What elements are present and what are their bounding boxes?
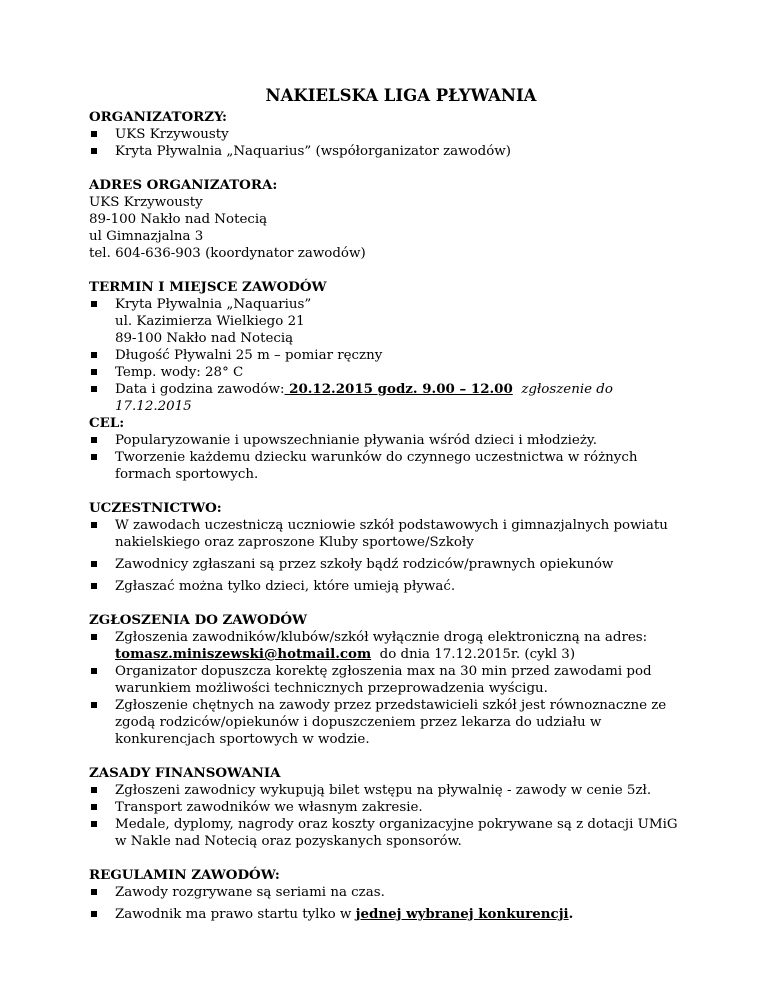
square-bullet-icon	[91, 561, 97, 567]
section-heading: CEL:	[89, 415, 125, 431]
section-heading: ORGANIZATORZY:	[89, 109, 227, 125]
square-bullet-icon	[91, 804, 97, 810]
square-bullet-icon	[91, 352, 97, 358]
square-bullet-icon	[91, 131, 97, 137]
goal-list	[89, 432, 689, 483]
square-bullet-icon	[91, 301, 97, 307]
list-item: Zawodnicy zgłaszani są przez szkoły bądź rodziców/prawnych opiekunów	[89, 556, 689, 573]
section-finance	[89, 765, 689, 850]
address-line: 89-100 Nakło nad Notecią	[89, 212, 268, 227]
square-bullet-icon	[91, 583, 97, 589]
square-bullet-icon	[91, 437, 97, 443]
section-entries	[89, 612, 689, 748]
list-item: Zawody rozgrywane są seriami na czas.	[89, 884, 689, 901]
venue-list	[89, 296, 689, 415]
list-item: UKS Krzywousty	[89, 126, 689, 143]
square-bullet-icon	[91, 369, 97, 375]
section-heading: ZASADY FINANSOWANIA	[89, 765, 281, 781]
section-address	[89, 177, 689, 262]
list-item: Data i godzina zawodów: 20.12.2015 godz. 9.00 – 12.00 zgłoszenie do 17.12.2015	[89, 381, 689, 415]
section-rules	[89, 867, 689, 923]
list-item: Temp. wody: 28° C	[89, 364, 689, 381]
list-item: Zgłoszenie chętnych na zawody przez przedstawicieli szkół jest równoznaczne ze zgodą rodziców/opiekunów i dopuszczeniem przez lekarza do udziału w konkurencjach sportowych w wodzie.	[89, 697, 689, 748]
list-item: Medale, dyplomy, nagrody oraz koszty organizacyjne pokrywane są z dotacji UMiG w Nakle nad Notecią oraz pozyskanych sponsorów.	[89, 816, 689, 850]
list-item: Transport zawodników we własnym zakresie.	[89, 799, 689, 816]
list-item: Zawodnik ma prawo startu tylko w jednej wybranej konkurencji.	[89, 906, 689, 923]
section-venue	[89, 279, 689, 415]
participation-list	[89, 517, 689, 595]
list-item: Zgłaszać można tylko dzieci, które umieją pływać.	[89, 578, 689, 595]
address-line: tel. 604-636-903 (koordynator zawodów)	[89, 246, 366, 261]
list-item: Tworzenie każdemu dziecku warunków do czynnego uczestnictwa w różnych formach sportowych.	[89, 449, 689, 483]
list-item: Zgłoszenia zawodników/klubów/szkół wyłącznie drogą elektroniczną na adres: tomasz.miniszewski@hotmail.com do dnia 17.12.2015r. (cykl 3)	[89, 629, 689, 663]
list-item: Kryta Pływalnia „Naquarius” (współorganizator zawodów)	[89, 143, 689, 160]
organizers-list	[89, 126, 689, 160]
entries-list	[89, 629, 689, 748]
section-heading: TERMIN I MIEJSCE ZAWODÓW	[89, 279, 327, 295]
section-organizers	[89, 109, 689, 160]
square-bullet-icon	[91, 148, 97, 154]
address-line: UKS Krzywousty	[89, 195, 203, 210]
document-body	[89, 86, 689, 940]
highlighted-rule: jednej wybranej konkurencji	[355, 906, 569, 922]
square-bullet-icon	[91, 668, 97, 674]
section-heading: UCZESTNICTWO:	[89, 500, 222, 516]
square-bullet-icon	[91, 911, 97, 917]
section-heading: ADRES ORGANIZATORA:	[89, 177, 278, 193]
list-item: W zawodach uczestniczą uczniowie szkół podstawowych i gimnazjalnych powiatu nakielskiego oraz zaproszone Kluby sportowe/Szkoły	[89, 517, 689, 551]
square-bullet-icon	[91, 787, 97, 793]
square-bullet-icon	[91, 821, 97, 827]
square-bullet-icon	[91, 522, 97, 528]
section-goal	[89, 415, 689, 483]
event-date: 20.12.2015 godz. 9.00 – 12.00	[284, 381, 513, 397]
rules-list	[89, 884, 689, 923]
square-bullet-icon	[91, 889, 97, 895]
list-item: Zgłoszeni zawodnicy wykupują bilet wstępu na pływalnię - zawody w cenie 5zł.	[89, 782, 689, 799]
square-bullet-icon	[91, 386, 97, 392]
section-heading: ZGŁOSZENIA DO ZAWODÓW	[89, 612, 308, 628]
address-line: ul Gimnazjalna 3	[89, 229, 204, 244]
email-link[interactable]: tomasz.miniszewski@hotmail.com	[115, 646, 372, 662]
section-heading: REGULAMIN ZAWODÓW:	[89, 867, 280, 883]
section-participation	[89, 500, 689, 595]
document-title: NAKIELSKA LIGA PŁYWANIA	[265, 86, 537, 105]
list-item: Popularyzowanie i upowszechnianie pływania wśród dzieci i młodzieży.	[89, 432, 689, 449]
list-item: Organizator dopuszcza korektę zgłoszenia max na 30 min przed zawodami pod warunkiem możliwości technicznych przeprowadzenia wyścigu.	[89, 663, 689, 697]
entry-deadline: zgłoszenie do 17.12.2015	[115, 382, 613, 414]
square-bullet-icon	[91, 454, 97, 460]
square-bullet-icon	[91, 702, 97, 708]
list-item: Kryta Pływalnia „Naquarius” ul. Kazimierza Wielkiego 21 89-100 Nakło nad Notecią	[89, 296, 689, 347]
finance-list	[89, 782, 689, 850]
list-item: Długość Pływalni 25 m – pomiar ręczny	[89, 347, 689, 364]
square-bullet-icon	[91, 634, 97, 640]
